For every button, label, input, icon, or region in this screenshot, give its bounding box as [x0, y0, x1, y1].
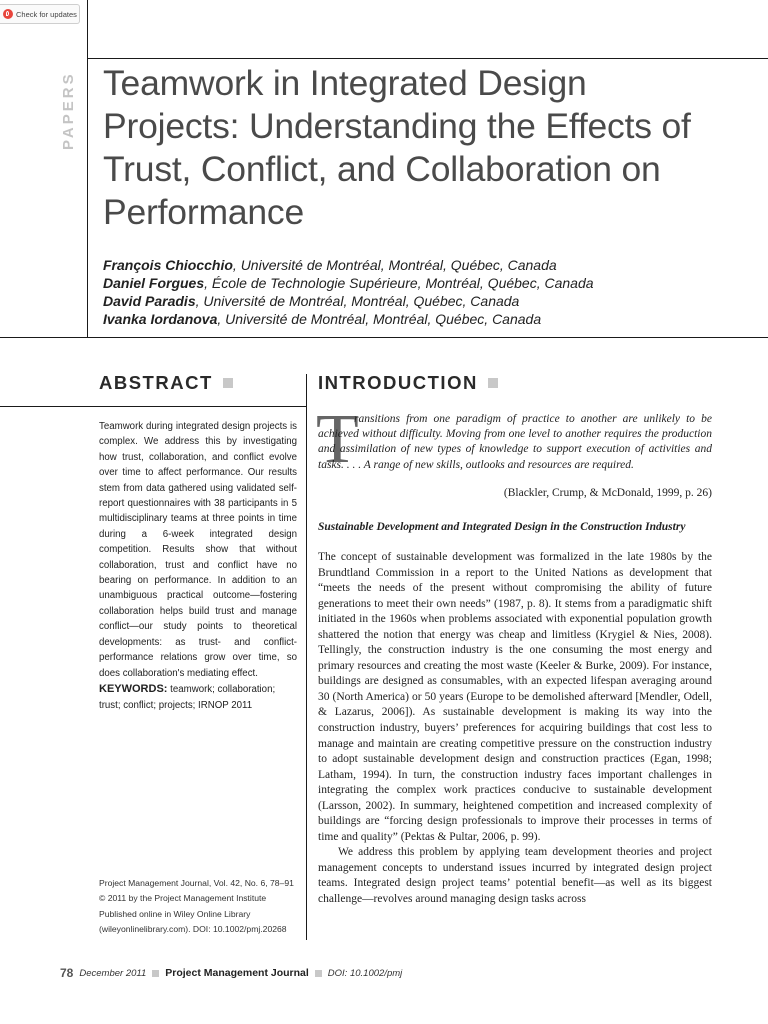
author-affiliation: , École de Technologie Supérieure, Montréal, Québec, Canada	[204, 275, 594, 291]
journal-info	[99, 876, 309, 938]
update-icon	[3, 9, 13, 19]
journal-info-line: Published online in Wiley Online Library	[99, 908, 251, 919]
abstract-heading	[99, 372, 233, 394]
keywords-list: teamwork; collaboration; trust; conflict; projects; IRNOP 2011	[99, 684, 276, 711]
author-line	[103, 274, 723, 292]
author-line	[103, 256, 723, 274]
author-name: Ivanka Iordanova	[103, 311, 218, 327]
subsection-heading: Sustainable Development and Integrated Design in the Construction Industry	[318, 521, 686, 533]
footer-square-icon	[152, 970, 159, 977]
keywords-label: KEYWORDS:	[99, 683, 168, 695]
author-name: François Chiocchio	[103, 257, 233, 273]
page-footer	[60, 966, 560, 980]
check-for-updates-label: Check for updates	[16, 9, 77, 19]
journal-info-line: Project Management Journal, Vol. 42, No. 6, 78–91	[99, 878, 294, 888]
author-affiliation: , Université de Montréal, Montréal, Québec, Canada	[232, 257, 557, 273]
heading-square-icon	[223, 378, 233, 388]
article-title: Teamwork in Integrated Design Projects: Understanding the Effects of Trust, Conflict, and Collaboration on Performance	[103, 63, 691, 232]
body-paragraph: The concept of sustainable development was formalized in the late 1980s by the Brundtland Commission in a report to the United Nations as development that “meets the needs of the present without compromising the ability of future generations to meet their own needs” (1987, p. 8). It stems from a paradigmatic shift initiated in the 1960s when problems associated with exponential population growth shattered the notion that energy was cheap and limitless (Krygiel & Nies, 2008). Tellingly, the construction industry is the one consuming the most energy and primary resources and creating the most waste (Keeler & Burke, 2009). For instance, buildings are designed as consumables, with an expected lifespan averaging around 30 (North America) or 50 years (Europe to be demolished afterward [Mendler, Odell, & Lazarus, 2006]). As sustainable development is making its way into the construction industry, buyers’ preferences for acquiring buildings that cost less to manage and maintain are creating competitive pressure on the construction industry to adopt sustainable development design and construction practices (Egan, 1998; Latham, 1994). In turn, the construction industry faces important challenges in integrating the complex work practices conducive to sustainable development (Larsson, 2002). In summary, heightened competition and increased complexity of buildings are “forcing design professionals to improve their processes in terms of time and quality” (Pektas & Pultar, 2006, p. 99).	[318, 551, 712, 843]
introduction-body	[318, 550, 712, 908]
author-line	[103, 310, 723, 328]
author-affiliation: , Université de Montréal, Montréal, Québec, Canada	[195, 293, 520, 309]
top-horizontal-rule	[87, 58, 768, 59]
check-for-updates-button[interactable]	[0, 4, 80, 24]
keywords	[99, 681, 297, 714]
column-divider-rule	[306, 374, 307, 940]
journal-info-line: © 2011 by the Project Management Institute	[99, 893, 267, 904]
epigraph-quote: ransitions from one paradigm of practice to another are unlikely to be achieved without difficulty. Moving from one level to another requires the production and assimilation of new types of knowledge to support execution of activities and tasks. . . . A range of new skills, outlooks and resources are required.	[318, 413, 712, 471]
introduction-heading	[318, 372, 498, 394]
epigraph-citation: (Blackler, Crump, & McDonald, 1999, p. 26)	[503, 487, 712, 499]
author-affiliation: , Université de Montréal, Montréal, Québec, Canada	[217, 311, 542, 327]
author-name: David Paradis	[103, 293, 196, 309]
author-name: Daniel Forgues	[103, 275, 205, 291]
author-list	[103, 256, 723, 328]
journal-info-line: (wileyonlinelibrary.com). DOI: 10.1002/pmj.20268	[99, 924, 287, 935]
abstract-body: Teamwork during integrated design projects is complex. We address this by investigating how trust, collaboration, and conflict evolve over time to affect performance. Our results stem from data gathered using validated self-report questionnaires with 38 participants in 5 multidisciplinary teams at three points in time during a 6-week integrated design competition. Results show that without collaboration, trust and conflict have no bearing on performance. In addition to an unambiguous practical outcome—fostering collaboration helps build trust and manage conflict—our study points to theoretical developments: as trust- and conflict-performance relations grow over time, so does collaboration's mediating effect.	[99, 421, 297, 679]
papers-section-tag: PAPERS	[60, 71, 77, 150]
heading-square-icon	[488, 378, 498, 388]
introduction-heading-text: INTRODUCTION	[318, 372, 478, 393]
page-number: 78	[60, 966, 74, 980]
footer-date: December 2011	[79, 967, 147, 979]
abstract-heading-text: ABSTRACT	[99, 372, 213, 393]
abstract-heading-rule	[0, 406, 307, 407]
left-vertical-rule	[87, 0, 88, 338]
footer-doi: DOI: 10.1002/pmj	[327, 967, 403, 979]
footer-journal-name: Project Management Journal	[165, 967, 309, 979]
authors-bottom-rule	[0, 337, 768, 338]
body-paragraph: We address this problem by applying team development theories and project management concepts to understand issues incurred by integrated design project teams. Integrated design project teams’ potential benefit—as well as its biggest challenge—revolves around managing design tasks across	[318, 846, 712, 906]
author-line	[103, 292, 723, 310]
footer-square-icon	[315, 970, 322, 977]
drop-cap: T	[316, 401, 359, 478]
